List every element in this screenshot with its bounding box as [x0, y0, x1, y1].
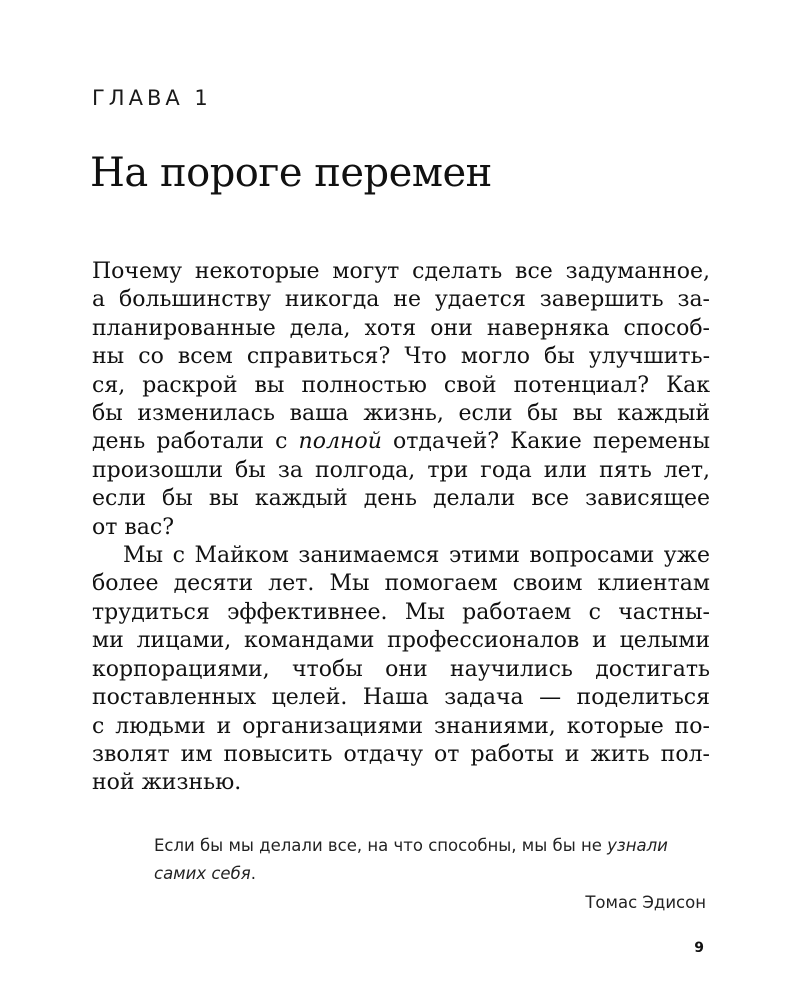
text-run: планированные дела, хотя они наверняка способ-	[92, 315, 710, 341]
text-run: день работали с	[92, 429, 299, 455]
text-line	[92, 514, 710, 542]
text-run: ся, раскрой вы полностью свой потенциал? Как	[92, 372, 710, 398]
text-line	[92, 741, 710, 769]
paragraph	[92, 258, 710, 542]
text-run: от вас?	[92, 514, 175, 540]
text-line	[92, 684, 710, 712]
italic-text: самих себя	[154, 864, 251, 883]
text-line	[92, 258, 710, 286]
epigraph-quote	[154, 832, 704, 888]
text-run: отдачей? Какие перемены	[381, 429, 711, 455]
text-run: Почему некоторые могут сделать все задуманное,	[92, 259, 710, 284]
text-run: Мы с Майком занимаемся этими вопросами уже	[123, 543, 710, 569]
text-run: поставленных целей. Наша задача — поделиться	[92, 685, 710, 711]
text-run: если бы вы каждый день делали все зависящее	[92, 486, 710, 512]
text-line	[92, 428, 710, 456]
text-run: а большинству никогда не удается завершить за-	[92, 287, 710, 313]
text-run: бы изменилась ваша жизнь, если бы вы каждый	[92, 401, 710, 427]
text-run: .	[250, 864, 256, 883]
italic-text: полной	[298, 429, 382, 455]
text-line	[92, 485, 710, 513]
text-line	[92, 570, 710, 598]
text-line	[92, 315, 710, 343]
text-run: ной жизнью.	[92, 770, 242, 796]
text-line	[92, 343, 710, 371]
text-run: ны со всем справиться? Что могло бы улучшить-	[92, 344, 710, 370]
text-line	[92, 457, 710, 485]
epigraph-line	[154, 832, 704, 860]
text-line	[92, 542, 710, 570]
text-line	[92, 656, 710, 684]
epigraph-author: Томас Эдисон	[585, 893, 706, 912]
text-run: Если бы мы делали все, на что способны, мы бы не	[154, 836, 608, 855]
text-run: корпорациями, чтобы они научились достигать	[92, 656, 710, 682]
text-line	[92, 599, 710, 627]
text-line	[92, 400, 710, 428]
text-run: более десяти лет. Мы помогаем своим клиентам	[92, 571, 710, 597]
text-line	[92, 627, 710, 655]
text-line	[92, 286, 710, 314]
page-number: 9	[694, 940, 704, 956]
text-line	[92, 769, 710, 797]
body-text	[92, 258, 710, 798]
text-line	[92, 372, 710, 400]
text-run: произошли бы за полгода, три года или пять лет,	[92, 457, 710, 483]
chapter-label: ГЛАВА 1	[92, 86, 212, 110]
text-run: трудиться эффективнее. Мы работаем с частны-	[92, 599, 710, 625]
italic-text: узнали	[607, 836, 668, 855]
text-run: зволят им повысить отдачу от работы и жить пол-	[92, 741, 710, 767]
epigraph-line	[154, 860, 704, 888]
text-run: с людьми и организациями знаниями, которые по-	[92, 713, 710, 739]
paragraph	[92, 542, 710, 798]
text-run: ми лицами, командами профессионалов и целыми	[92, 628, 710, 654]
text-line	[92, 713, 710, 741]
chapter-title: На пороге перемен	[90, 150, 492, 196]
